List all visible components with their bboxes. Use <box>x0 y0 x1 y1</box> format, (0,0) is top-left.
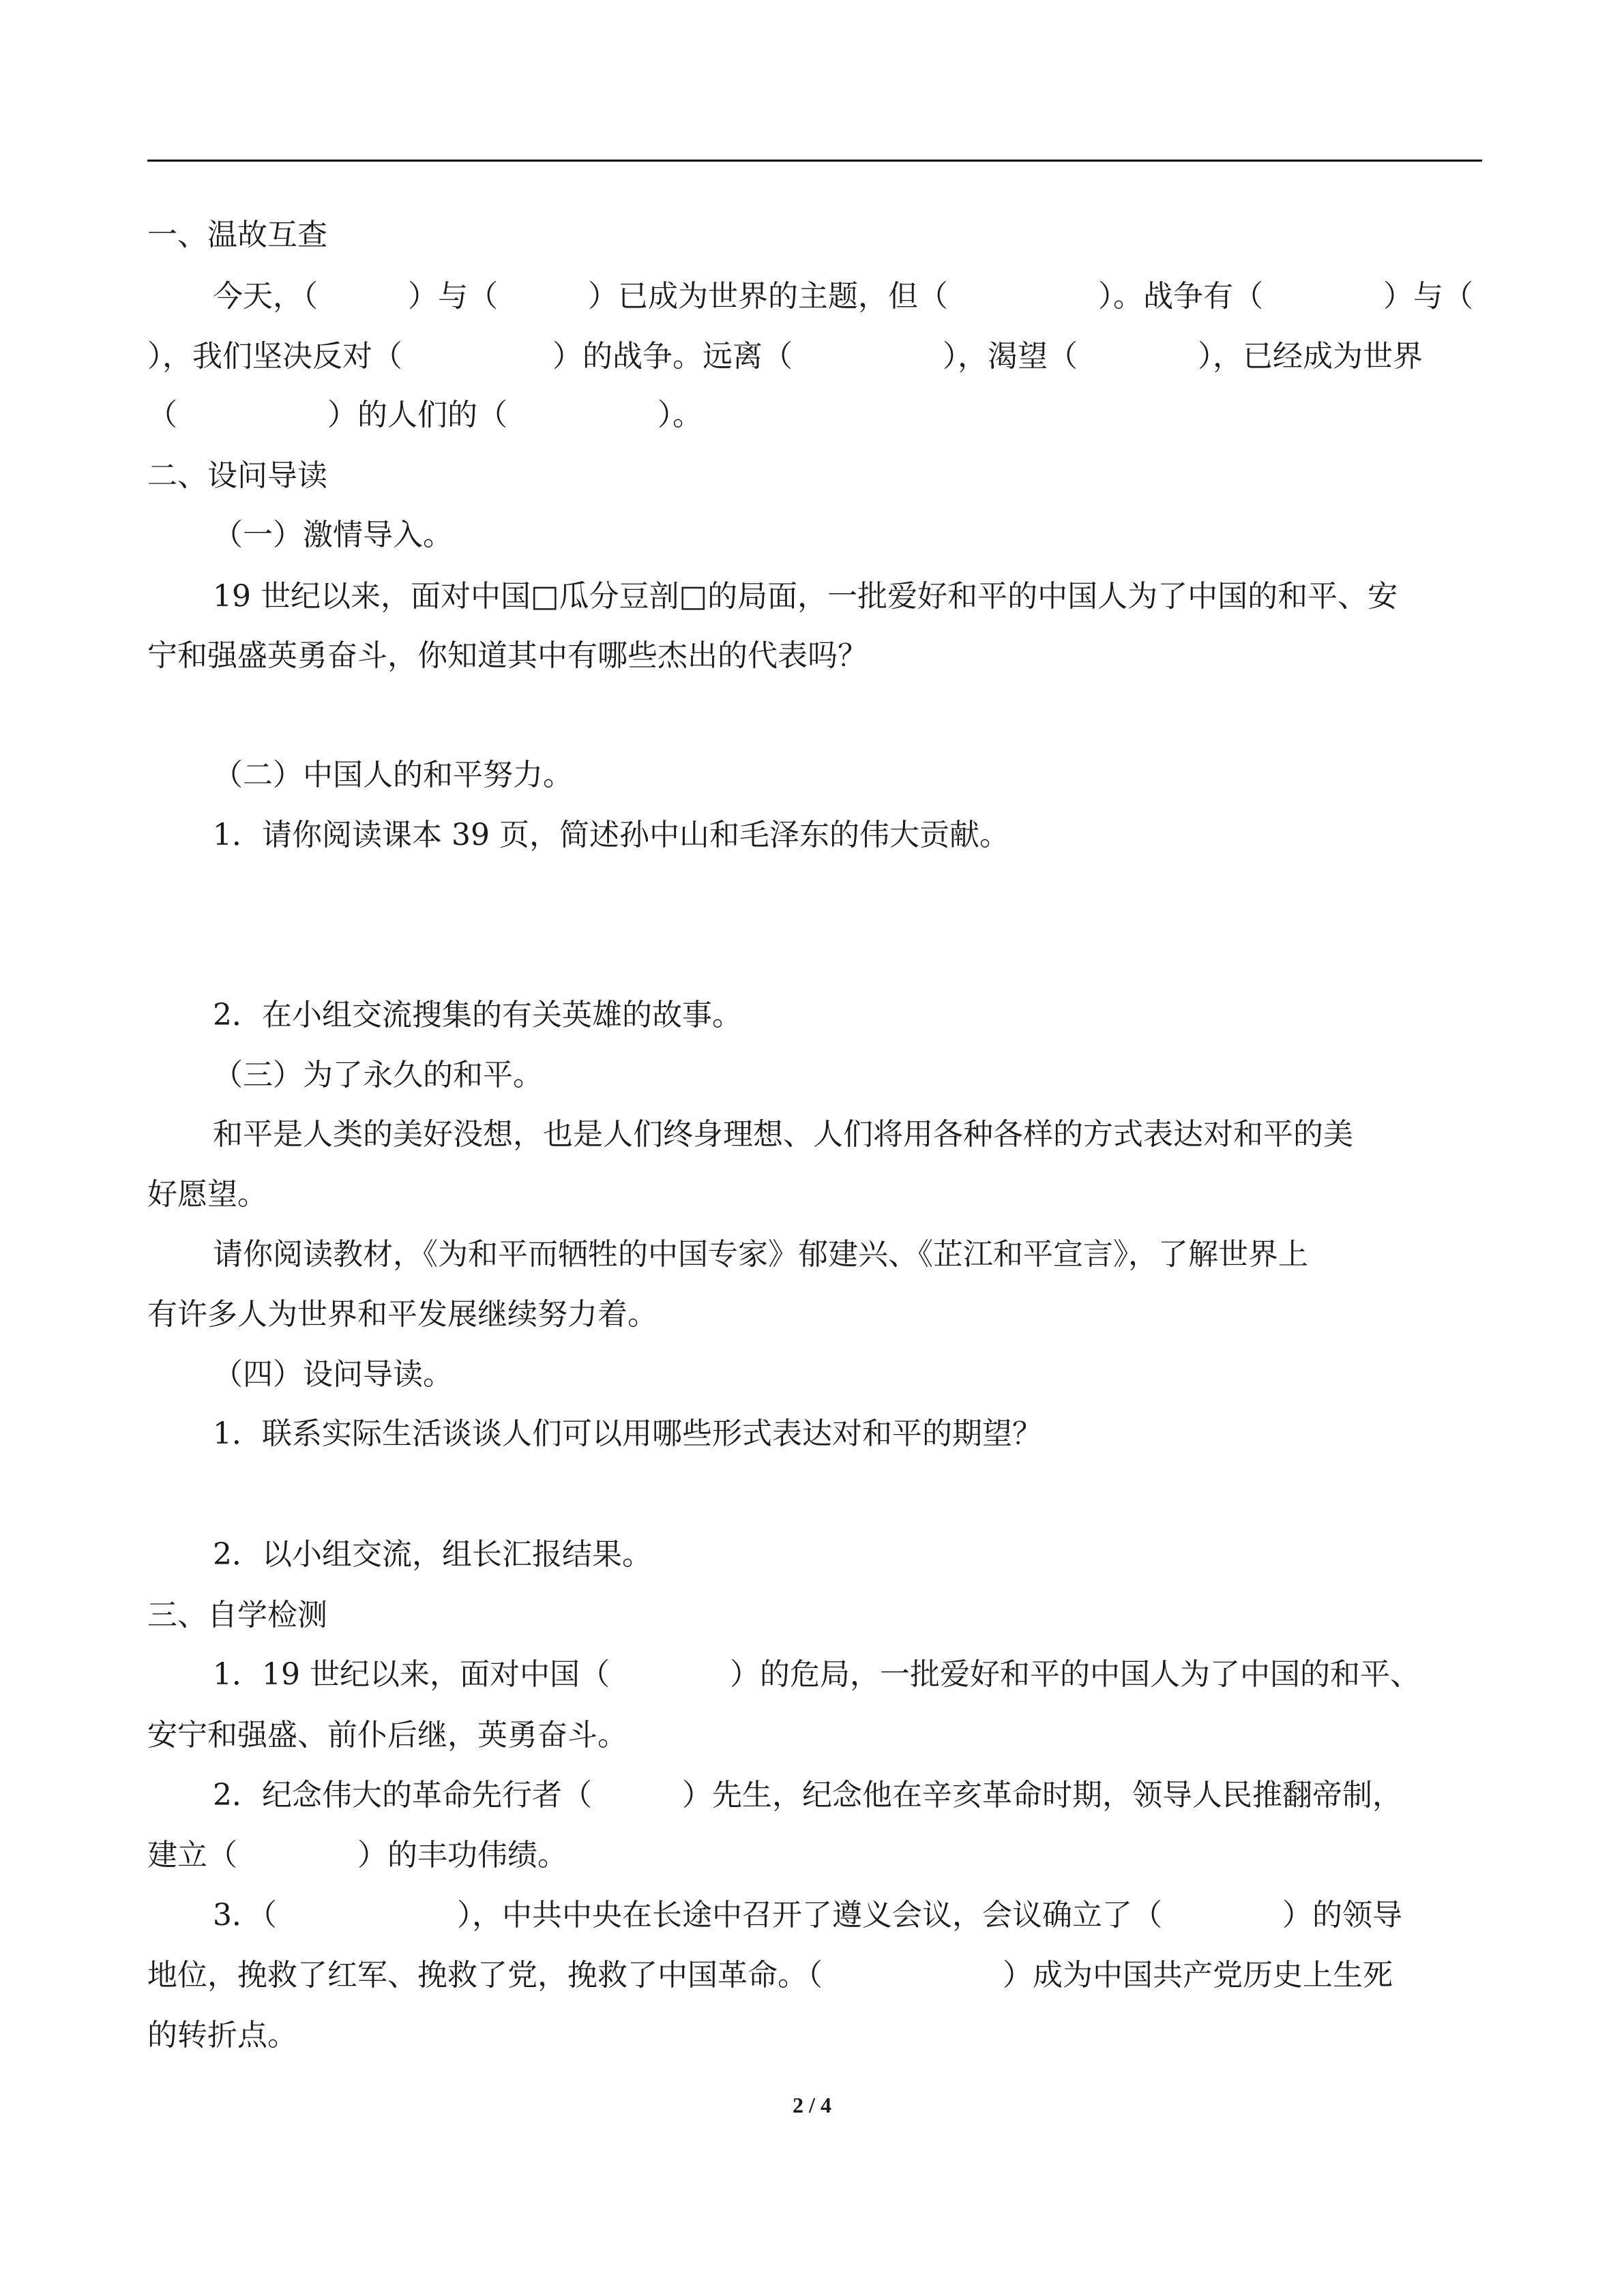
question: 2．纪念伟大的革命先行者（ ）先生，纪念他在辛亥革命时期，领导人民推翻帝制， <box>213 1778 1402 1813</box>
subheading: （二）中国人的和平努力。 <box>213 758 573 792</box>
question: 1．联系实际生活谈谈人们可以用哪些形式表达对和平的期望？ <box>213 1416 1042 1451</box>
section-heading-self-test: 三、自学检测 <box>147 1598 327 1632</box>
question: 2．在小组交流搜集的有关英雄的故事。 <box>213 998 742 1032</box>
subheading: （三）为了永久的和平。 <box>213 1058 543 1092</box>
paragraph-line: 安宁和强盛、前仆后继，英勇奋斗。 <box>147 1718 628 1753</box>
paragraph-line: 19 世纪以来，面对中国□瓜分豆剖□的局面，一批爱好和平的中国人为了中国的和平、安 <box>213 579 1398 614</box>
question: 1．请你阅读课本 39 页，简述孙中山和毛泽东的伟大贡献。 <box>213 818 1009 852</box>
subheading: （一）激情导入。 <box>213 518 453 552</box>
paragraph-line: 地位，挽救了红军、挽救了党，挽救了中国革命。（ ）成为中国共产党历史上生死 <box>147 1958 1393 1993</box>
paragraph-line: 的转折点。 <box>147 2018 297 2053</box>
page-number: 2 / 4 <box>793 2093 831 2117</box>
paragraph-line: （ ）的人们的（ ）。 <box>147 398 703 432</box>
subheading: （四）设问导读。 <box>213 1357 453 1392</box>
question: 1．19 世纪以来，面对中国（ ）的危局，一批爱好和平的中国人为了中国的和平、 <box>213 1657 1420 1692</box>
section-heading-review: 一、温故互查 <box>147 218 327 252</box>
paragraph-line: 好愿望。 <box>147 1177 267 1212</box>
paragraph-line: 宁和强盛英勇奋斗，你知道其中有哪些杰出的代表吗？ <box>147 638 868 673</box>
paragraph-line: 建立（ ）的丰功伟绩。 <box>147 1838 567 1873</box>
paragraph-line: ），我们坚决反对（ ）的战争。远离（ ），渴望（ ），已经成为世界 <box>147 339 1423 374</box>
paragraph-line: 和平是人类的美好没想，也是人们终身理想、人们将用各种各样的方式表达对和平的美 <box>213 1117 1353 1152</box>
header-rule <box>147 160 1482 162</box>
paragraph-line: 今天，（ ）与（ ）已成为世界的主题，但（ ）。战争有（ ）与（ <box>213 279 1473 314</box>
question: 3．（ ），中共中央在长途中召开了遵义会议，会议确立了（ ）的领导 <box>213 1898 1402 1933</box>
paragraph-line: 有许多人为世界和平发展继续努力着。 <box>147 1297 658 1332</box>
section-heading-guided-reading: 二、设问导读 <box>147 458 327 493</box>
paragraph-line: 请你阅读教材，《为和平而牺牲的中国专家》郁建兴、《芷江和平宣言》，了解世界上 <box>213 1237 1308 1272</box>
question: 2．以小组交流，组长汇报结果。 <box>213 1537 652 1572</box>
